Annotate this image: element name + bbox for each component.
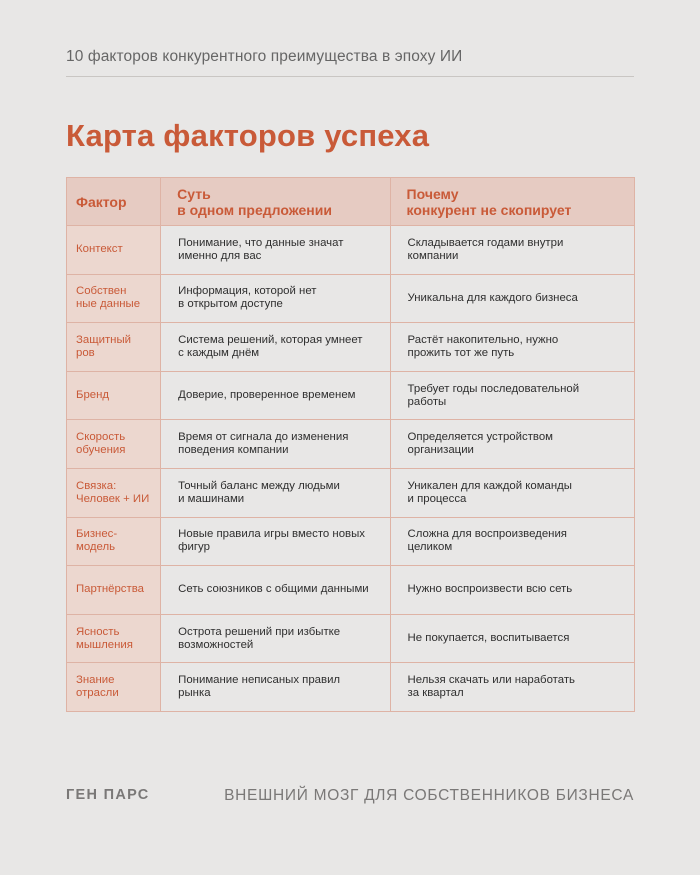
essence-cell-line: Понимание неписаных правил [178, 674, 341, 687]
factor-cell [67, 468, 161, 517]
table-row [67, 566, 635, 615]
why-cell-line: Складывается годами внутри [407, 236, 564, 249]
why-cell [390, 468, 634, 517]
why-cell-line: Растёт накопительно, нужно [407, 333, 559, 346]
factor-cell [67, 420, 161, 469]
why-cell-line: Нельзя скачать или наработать [407, 674, 575, 687]
why-cell [390, 566, 634, 615]
factor-cell-line: отрасли [76, 687, 119, 700]
table-row [67, 420, 635, 469]
essence-cell-line: и машинами [178, 492, 245, 505]
factor-cell-line: Скорость [76, 431, 126, 444]
factors-table [66, 177, 635, 712]
essence-cell-line: именно для вас [178, 249, 262, 262]
why-cell-line: и процесса [407, 492, 467, 505]
essence-cell-line: фигур [178, 541, 210, 554]
factor-cell [67, 274, 161, 323]
essence-cell-line: в открытом доступе [178, 298, 283, 311]
footer-author: ГЕН ПАРС [66, 787, 150, 803]
why-cell-line: Не покупается, воспитывается [407, 632, 570, 645]
factor-cell-line: Связка: [76, 479, 117, 492]
header-cell-line: в одном предложении [177, 201, 332, 218]
why-cell [390, 517, 634, 566]
factor-cell-line: обучения [76, 444, 126, 457]
essence-cell [161, 517, 390, 566]
table-row [67, 517, 635, 566]
why-cell [390, 663, 634, 712]
why-cell-line: Требует годы последовательной [407, 382, 580, 395]
factor-cell-line: Знание [76, 674, 115, 687]
essence-cell [161, 468, 390, 517]
header-divider [66, 76, 634, 77]
header-cell-line: Фактор [76, 193, 127, 210]
why-cell-line: Уникален для каждой команды [407, 479, 572, 492]
header-why [390, 178, 634, 226]
why-cell-line: работы [407, 395, 447, 408]
essence-cell-line: рынка [178, 687, 211, 700]
why-cell-line: Нужно воспроизвести всю сеть [407, 583, 573, 596]
why-cell-line: организации [407, 444, 474, 457]
table-row [67, 323, 635, 372]
factor-cell [67, 614, 161, 663]
essence-cell-line: Информация, которой нет [178, 285, 317, 298]
factor-cell-line: модель [76, 541, 116, 554]
why-cell-line: прожить тот же путь [407, 346, 515, 359]
header-cell-line: Суть [177, 185, 211, 202]
why-cell-line: Сложна для воспроизведения [407, 528, 567, 541]
essence-cell [161, 420, 390, 469]
essence-cell [161, 323, 390, 372]
table-header-row [67, 178, 635, 226]
why-cell-line: целиком [407, 541, 453, 554]
table-row [67, 274, 635, 323]
factor-cell [67, 663, 161, 712]
header-cell-line: конкурент не скопирует [406, 201, 572, 218]
why-cell [390, 226, 634, 275]
factor-cell [67, 323, 161, 372]
page-subtitle: 10 факторов конкурентного преимущества в эпоху ИИ [66, 48, 463, 65]
footer-tagline: ВНЕШНИЙ МОЗГ ДЛЯ СОБСТВЕННИКОВ БИЗНЕСА [224, 787, 634, 804]
essence-cell-line: Точный баланс между людьми [178, 479, 340, 492]
why-cell-line: компании [407, 249, 459, 262]
factor-cell-line: Человек + ИИ [76, 492, 150, 505]
header-cell-line: Почему [406, 185, 459, 202]
essence-cell-line: Время от сигнала до изменения [178, 431, 349, 444]
table-row [67, 663, 635, 712]
page-title: Карта факторов успеха [66, 118, 430, 153]
essence-cell [161, 663, 390, 712]
factor-cell [67, 566, 161, 615]
factor-cell-line: Партнёрства [76, 583, 144, 596]
table-row [67, 226, 635, 275]
factor-cell [67, 371, 161, 420]
essence-cell [161, 371, 390, 420]
factor-cell-line: ров [76, 346, 95, 359]
factor-cell-line: Контекст [76, 243, 123, 256]
essence-cell-line: Понимание, что данные значат [178, 236, 344, 249]
factor-cell-line: Защитный [76, 333, 132, 346]
why-cell [390, 371, 634, 420]
table-row [67, 614, 635, 663]
factor-cell-line: Бренд [76, 389, 110, 402]
essence-cell-line: Система решений, которая умнеет [178, 333, 363, 346]
why-cell [390, 420, 634, 469]
factor-cell-line: Ясность [76, 625, 120, 638]
factor-cell [67, 517, 161, 566]
why-cell [390, 614, 634, 663]
header-factor [67, 178, 161, 226]
table-row [67, 468, 635, 517]
why-cell [390, 274, 634, 323]
factor-cell-line: мышления [76, 638, 133, 651]
table-row [67, 371, 635, 420]
why-cell [390, 323, 634, 372]
why-cell-line: за квартал [407, 687, 464, 700]
why-cell-line: Определяется устройством [407, 431, 553, 444]
essence-cell-line: поведения компании [178, 444, 289, 457]
essence-cell-line: Доверие, проверенное временем [178, 389, 356, 402]
why-cell-line: Уникальна для каждого бизнеса [407, 291, 578, 304]
factor-cell-line: Бизнес- [76, 528, 118, 541]
factor-cell [67, 226, 161, 275]
factor-cell-line: ные данные [76, 298, 141, 311]
essence-cell-line: с каждым днём [178, 346, 260, 359]
essence-cell-line: возможностей [178, 638, 254, 651]
essence-cell [161, 274, 390, 323]
header-essence [161, 178, 390, 226]
essence-cell-line: Острота решений при избытке [178, 625, 341, 638]
factor-cell-line: Собствен [76, 285, 127, 298]
essence-cell [161, 614, 390, 663]
essence-cell-line: Сеть союзников с общими данными [178, 583, 369, 596]
essence-cell [161, 566, 390, 615]
essence-cell [161, 226, 390, 275]
essence-cell-line: Новые правила игры вместо новых [178, 528, 365, 541]
